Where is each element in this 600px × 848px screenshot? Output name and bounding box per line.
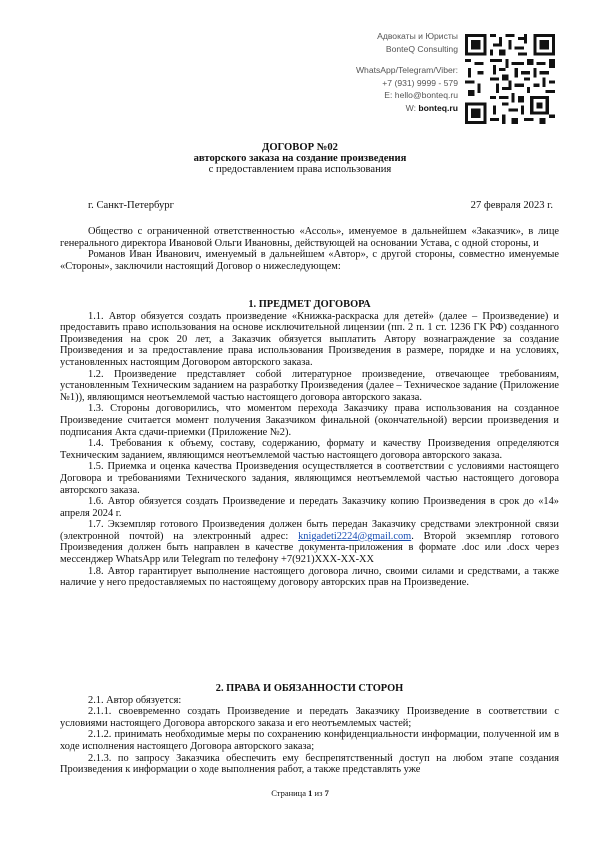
email-link[interactable]: knigadeti2224@gmail.com <box>298 530 412 542</box>
section-1 <box>60 299 559 589</box>
contact-email: E: hello@bonteq.ru <box>384 90 458 101</box>
contact-phone: +7 (931) 9999 - 579 <box>382 77 458 88</box>
document-subtitle: авторского заказа на создание произведения <box>193 153 407 164</box>
clause-1-8: 1.8. Автор гарантирует выполнение настоящего договора лично, своими силами и средствами, а также наличие у него предоставляемых по настоящему договору авторских прав на Произведение. <box>60 565 559 589</box>
clause-1-4: 1.4. Требования к объему, составу, содержанию, формату и качеству Произведения определяются Техническим заданием, являющимся неотъемлемой частью настоящего договора авторского заказа. <box>60 438 559 461</box>
clause-1-1: 1.1. Автор обязуется создать произведение «Книжка-раскраска для детей» (далее – Произведение) и предоставить право использования на основе исключительной лицензии (пп. 2 п. 1 ст. 1236 ГК РФ) созданного Произведения на срок 20 лет, а Заказчик обязуется выплатить Автору вознаграждение за создание Произведения и за предоставление права использования Произведения в размере, порядке и на условиях, установленных настоящим Договором авторского заказа. <box>60 310 559 368</box>
clause-2-1: 2.1. Автор обязуется: <box>88 694 182 706</box>
section-heading: 1. ПРЕДМЕТ ДОГОВОРА <box>248 299 371 310</box>
clause-2-1-3: 2.1.3. по запросу Заказчика обеспечить ему беспрепятственный доступ на любом этапе создания Произведения к информации о ходе выполнения работ, а также представлять уже <box>60 752 559 776</box>
preamble-paragraph: Романов Иван Иванович, именуемый в дальнейшем «Автор», с другой стороны, совместно именуемые «Стороны», заключили настоящий Договор о нижеследующем: <box>60 249 559 272</box>
page-footer <box>0 788 600 798</box>
section-2 <box>60 683 559 776</box>
clause-1-7 <box>60 519 559 565</box>
contact-web <box>356 102 458 115</box>
clause-1-7-text-cont: . Второй экземпляр готового Произведения должен быть направлен в качестве документа-приложения в формате .doc или .docx через мессенджер WhatsApp или Telegram по телефону +7(921)XXX-XX-XX <box>60 530 559 566</box>
clause-1-5: 1.5. Приемка и оценка качества Произведения осуществляется в соответствии с условиями настоящего Договора и требованиями Технического задания, являющимся неотъемлемой частью настоящего договора авторского заказа. <box>60 461 559 496</box>
footer-middle: из <box>312 788 325 798</box>
city-date-line <box>88 200 553 211</box>
clause-1-2: 1.2. Произведение представляет собой литературное произведение, отвечающее требованиям, установленным Техническим заданием на разработку Произведения (далее – Техническое задание (Приложение №1)), являющимся неотъемлемой частью настоящего договора авторского заказа. <box>60 368 559 403</box>
page-number: 1 <box>308 788 313 798</box>
preamble <box>60 226 559 272</box>
document-title: ДОГОВОР №02 <box>262 142 338 153</box>
web-prefix: W: <box>405 102 416 113</box>
clause-2-1-1: 2.1.1. своевременно создать Произведение и передать Заказчику Произведение в соответствии с условиями настоящего Договора авторского заказа и его неотъемлемых частей; <box>60 706 559 729</box>
date: 27 февраля 2023 г. <box>470 200 553 211</box>
qr-code-icon <box>465 34 555 124</box>
clause-1-6: 1.6. Автор обязуется создать Произведение и передать Заказчику копию Произведения в срок до «14» апреля 2024 г. <box>60 496 559 519</box>
company-name-line1: Адвокаты и Юристы <box>377 31 458 41</box>
clause-2-1-2: 2.1.2. принимать необходимые меры по сохранению конфиденциальности информации, полученной им в ходе исполнения настоящего Договора авторского заказа; <box>60 729 559 752</box>
company-contact-block <box>356 30 458 115</box>
section-heading: 2. ПРАВА И ОБЯЗАННОСТИ СТОРОН <box>215 683 404 694</box>
company-name-line2: BonteQ Consulting <box>385 43 458 54</box>
clause-1-7-text: 1.7. Экземпляр готового Произведения должен быть передан Заказчику средствами электронной связи (электронной почтой) на электронный адрес: <box>60 519 559 542</box>
clause-1-3: 1.3. Стороны договорились, что моментом перехода Заказчику права использования на созданное Произведение считается момент получения Заказчиком финальной (окончательной) версии произведения и подписания Акта сдачи-приемки (Приложение №2). <box>60 403 559 438</box>
contact-label: WhatsApp/Telegram/Viber: <box>355 65 458 76</box>
footer-prefix: Страница <box>271 788 309 798</box>
document-subtitle-2: с предоставлением права использования <box>208 164 392 175</box>
web-address: bonteq.ru <box>418 102 458 113</box>
page-total: 7 <box>324 788 329 798</box>
city: г. Санкт-Петербург <box>88 200 174 211</box>
preamble-paragraph: Общество с ограниченной ответственностью «Ассоль», именуемое в дальнейшем «Заказчик», в лице генерального директора Ивановой Ольги Ивановны, действующей на основании Устава, с одной стороны, и <box>60 226 559 249</box>
